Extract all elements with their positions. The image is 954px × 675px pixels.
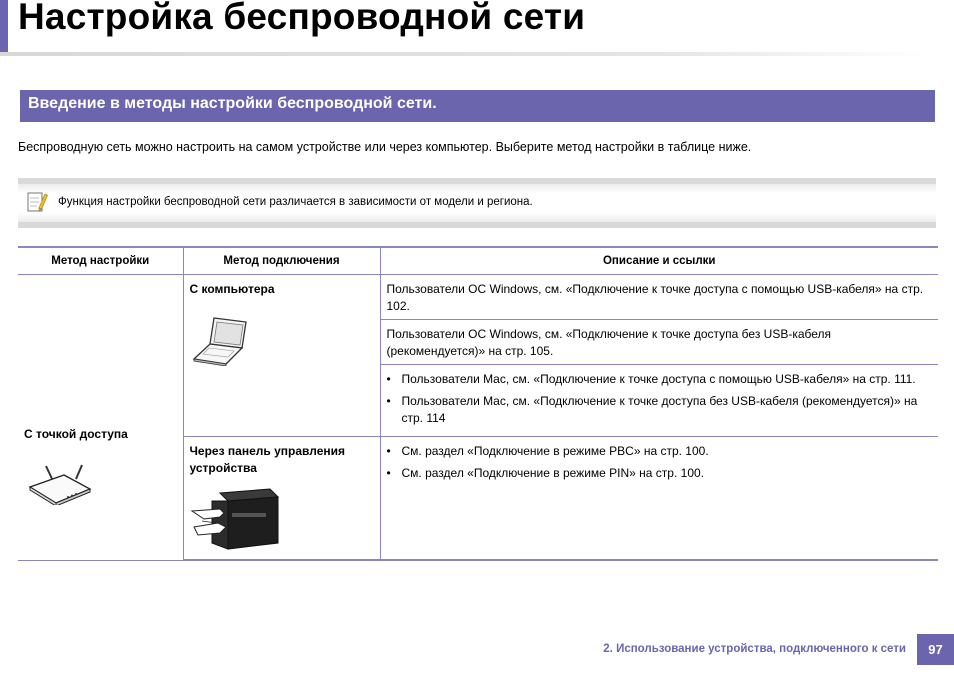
list-item: • См. раздел «Подключение в режиме PBC» на стр. 100. <box>387 443 933 460</box>
title-accent-bar <box>0 0 8 52</box>
title-divider <box>0 52 930 56</box>
list-item: • См. раздел «Подключение в режиме PIN» на стр. 100. <box>387 465 933 482</box>
table-row <box>18 275 938 320</box>
col-header-connection-method: Метод подключения <box>183 247 380 275</box>
description-windows-no-usb: Пользователи ОС Windows, см. «Подключение к точке доступа без USB-кабеля (рекомендуется)» на стр. 105. <box>380 320 938 365</box>
connection-label-computer: С компьютера <box>189 282 275 296</box>
mac-list <box>387 371 933 427</box>
col-header-description: Описание и ссылки <box>380 247 938 275</box>
method-cell <box>18 275 183 561</box>
section-header: Введение в методы настройки беспроводной сети. <box>20 90 935 122</box>
note-text: Функция настройки беспроводной сети различается в зависимости от модели и региона. <box>58 196 533 208</box>
page-title: Настройка беспроводной сети <box>18 0 586 37</box>
printer-panel-icon <box>190 487 280 553</box>
page-number: 97 <box>917 634 954 665</box>
setup-methods-table <box>18 246 938 561</box>
list-item: • Пользователи Mac, см. «Подключение к точке доступа с помощью USB-кабеля» на стр. 111. <box>387 371 933 388</box>
connection-label-panel: Через панель управления устройства <box>189 444 345 475</box>
description-windows-usb: Пользователи ОС Windows, см. «Подключение к точке доступа с помощью USB-кабеля» на стр. 102. <box>380 275 938 320</box>
list-item: • Пользователи Mac, см. «Подключение к точке доступа без USB-кабеля (рекомендуется)» на стр. 114 <box>387 393 933 427</box>
laptop-icon <box>190 314 260 366</box>
router-icon <box>24 463 94 505</box>
description-panel <box>380 437 938 561</box>
table-header-row <box>18 247 938 275</box>
connection-cell-panel <box>183 437 380 561</box>
method-label: С точкой доступа <box>24 426 128 441</box>
col-header-setup-method: Метод настройки <box>18 247 183 275</box>
description-mac <box>380 365 938 437</box>
note-pencil-icon <box>26 190 48 216</box>
note-box <box>18 178 936 228</box>
connection-cell-computer <box>183 275 380 437</box>
footer-chapter: 2. Использование устройства, подключенного к сети <box>603 643 906 655</box>
panel-list <box>387 443 933 482</box>
intro-paragraph: Беспроводную сеть можно настроить на самом устройстве или через компьютер. Выберите метод настройки в таблице ниже. <box>18 140 752 154</box>
